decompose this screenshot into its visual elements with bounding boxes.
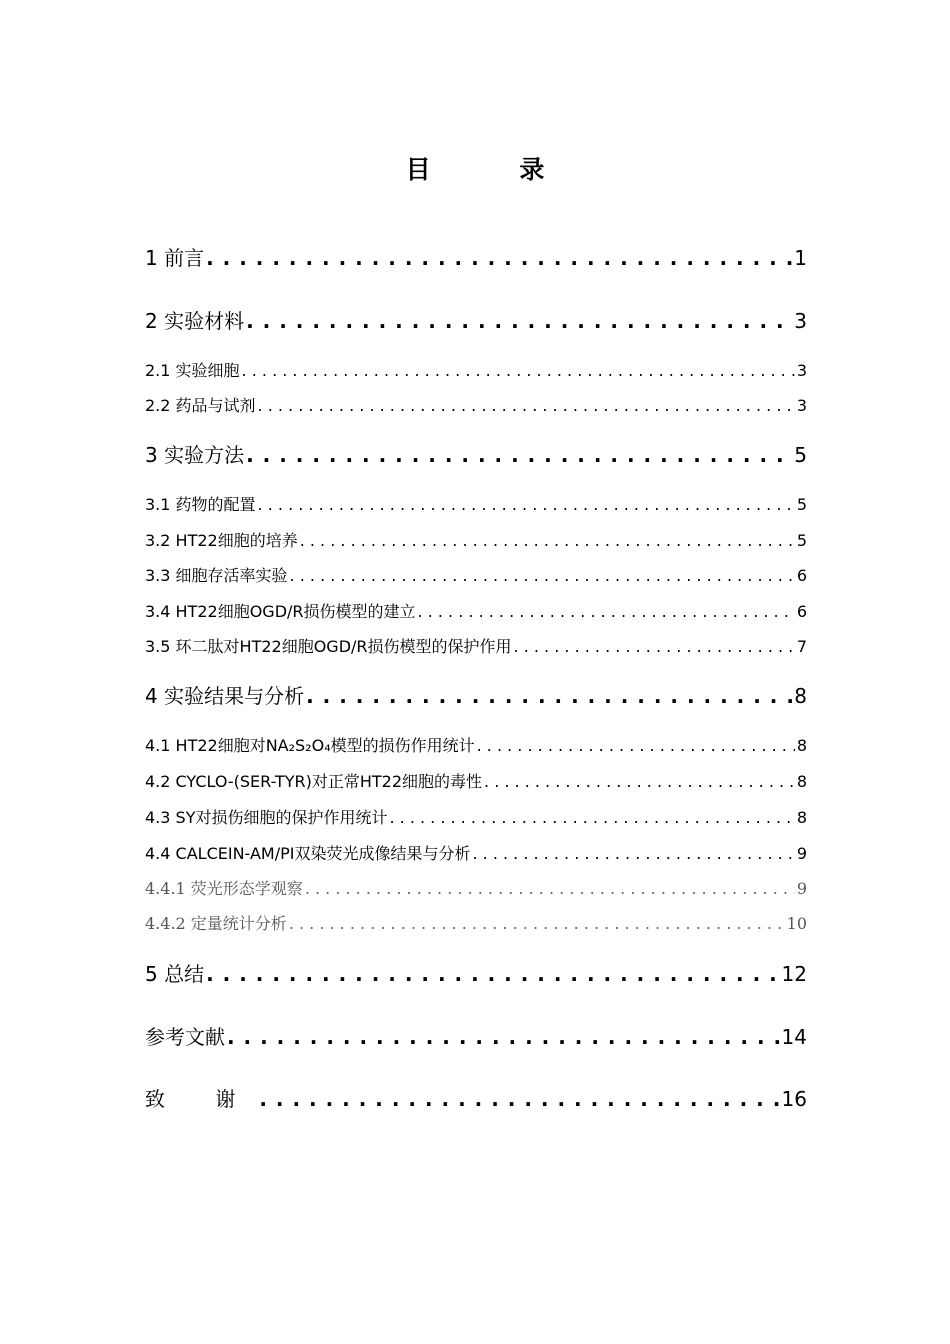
toc-entry-4-4-1[interactable] <box>145 876 807 899</box>
toc-label: 3.2 HT22细胞的培养 <box>145 531 298 550</box>
toc-label: 4.2 CYCLO-(SER-TYR)对正常HT22细胞的毒性 <box>145 772 483 791</box>
toc-page-number: 8 <box>796 772 807 791</box>
toc-label: 2.2 药品与试剂 <box>145 396 256 415</box>
toc-page-number: 3 <box>796 361 807 380</box>
toc-entry-4-2[interactable] <box>145 769 807 792</box>
toc-entry-4[interactable] <box>145 680 807 709</box>
dot-leader <box>289 914 785 933</box>
toc-label: 1 前言 <box>145 246 205 270</box>
dot-leader <box>477 736 795 755</box>
toc-entry-2[interactable] <box>145 305 807 334</box>
toc-entry-acknowledgements[interactable] <box>145 1083 807 1112</box>
dot-leader <box>514 637 795 656</box>
dot-leader <box>206 962 779 986</box>
toc-label: 4.4.1 荧光形态学观察 <box>145 879 303 898</box>
dot-leader <box>258 495 795 514</box>
toc-page-number: 8 <box>794 684 807 708</box>
dot-leader <box>389 808 794 827</box>
toc-page-number: 5 <box>796 495 807 514</box>
dot-leader <box>306 684 792 708</box>
dot-leader <box>484 772 795 791</box>
dot-leader <box>227 1025 780 1049</box>
dot-leader <box>290 566 795 585</box>
toc-entry-2-2[interactable] <box>145 393 807 416</box>
toc-label: 5 总结 <box>145 962 205 986</box>
dot-leader <box>259 1087 779 1111</box>
toc-entry-3-4[interactable] <box>145 599 807 622</box>
toc-entry-5[interactable] <box>145 958 807 987</box>
toc-label: 2.1 实验细胞 <box>145 361 240 380</box>
toc-page-number: 9 <box>796 879 807 898</box>
toc-page-number: 9 <box>796 844 807 863</box>
toc-label: 3.4 HT22细胞OGD/R损伤模型的建立 <box>145 602 416 621</box>
toc-label: 4.1 HT22细胞对NA₂S₂O₄模型的损伤作用统计 <box>145 736 475 755</box>
toc-page-number: 14 <box>781 1025 807 1049</box>
toc-page-number: 3 <box>794 309 807 333</box>
toc-label: 3.3 细胞存活率实验 <box>145 566 288 585</box>
dot-leader <box>206 246 792 270</box>
toc-label: 4 实验结果与分析 <box>145 684 305 708</box>
toc-page-number: 5 <box>796 531 807 550</box>
toc-label: 参考文献 <box>145 1025 225 1049</box>
toc-entry-4-4[interactable] <box>145 841 807 864</box>
toc-page-number: 6 <box>796 566 807 585</box>
page-title: 目 录 <box>405 155 585 184</box>
toc-entry-3-5[interactable] <box>145 634 807 657</box>
toc-entry-3-2[interactable] <box>145 528 807 551</box>
toc-page-number: 5 <box>794 443 807 467</box>
dot-leader <box>242 361 795 380</box>
dot-leader <box>418 602 795 621</box>
toc-label: 致 谢 <box>145 1087 258 1111</box>
toc-page-number: 1 <box>794 246 807 270</box>
toc-page-number: 16 <box>781 1087 807 1111</box>
toc-page-number: 8 <box>796 808 807 827</box>
toc-entry-4-3[interactable] <box>145 805 807 828</box>
toc-entry-4-1[interactable] <box>145 733 807 756</box>
toc-page-number: 7 <box>796 637 807 656</box>
toc-entry-4-4-2[interactable] <box>145 911 807 934</box>
toc-page-number: 3 <box>796 396 807 415</box>
toc-entry-3-1[interactable] <box>145 492 807 515</box>
toc-page-number: 10 <box>786 914 807 933</box>
dot-leader <box>300 531 795 550</box>
toc-label: 3.1 药物的配置 <box>145 495 256 514</box>
toc-label: 4.3 SY对损伤细胞的保护作用统计 <box>145 808 388 827</box>
toc-page-number: 12 <box>781 962 807 986</box>
toc-entry-3-3[interactable] <box>145 563 807 586</box>
toc-label: 4.4.2 定量统计分析 <box>145 914 287 933</box>
dot-leader <box>305 879 795 898</box>
toc-page-number: 6 <box>796 602 807 621</box>
toc-entry-3[interactable] <box>145 439 807 468</box>
toc-label: 3 实验方法 <box>145 443 245 467</box>
dot-leader <box>246 443 792 467</box>
toc-entry-references[interactable] <box>145 1021 807 1050</box>
toc-page-number: 8 <box>796 736 807 755</box>
toc-label: 4.4 CALCEIN-AM/PI双染荧光成像结果与分析 <box>145 844 471 863</box>
dot-leader <box>246 309 792 333</box>
dot-leader <box>258 396 795 415</box>
toc-entry-2-1[interactable] <box>145 358 807 381</box>
toc-entry-1[interactable] <box>145 242 807 271</box>
toc-label: 2 实验材料 <box>145 309 245 333</box>
dot-leader <box>472 844 794 863</box>
toc-label: 3.5 环二肽对HT22细胞OGD/R损伤模型的保护作用 <box>145 637 512 656</box>
